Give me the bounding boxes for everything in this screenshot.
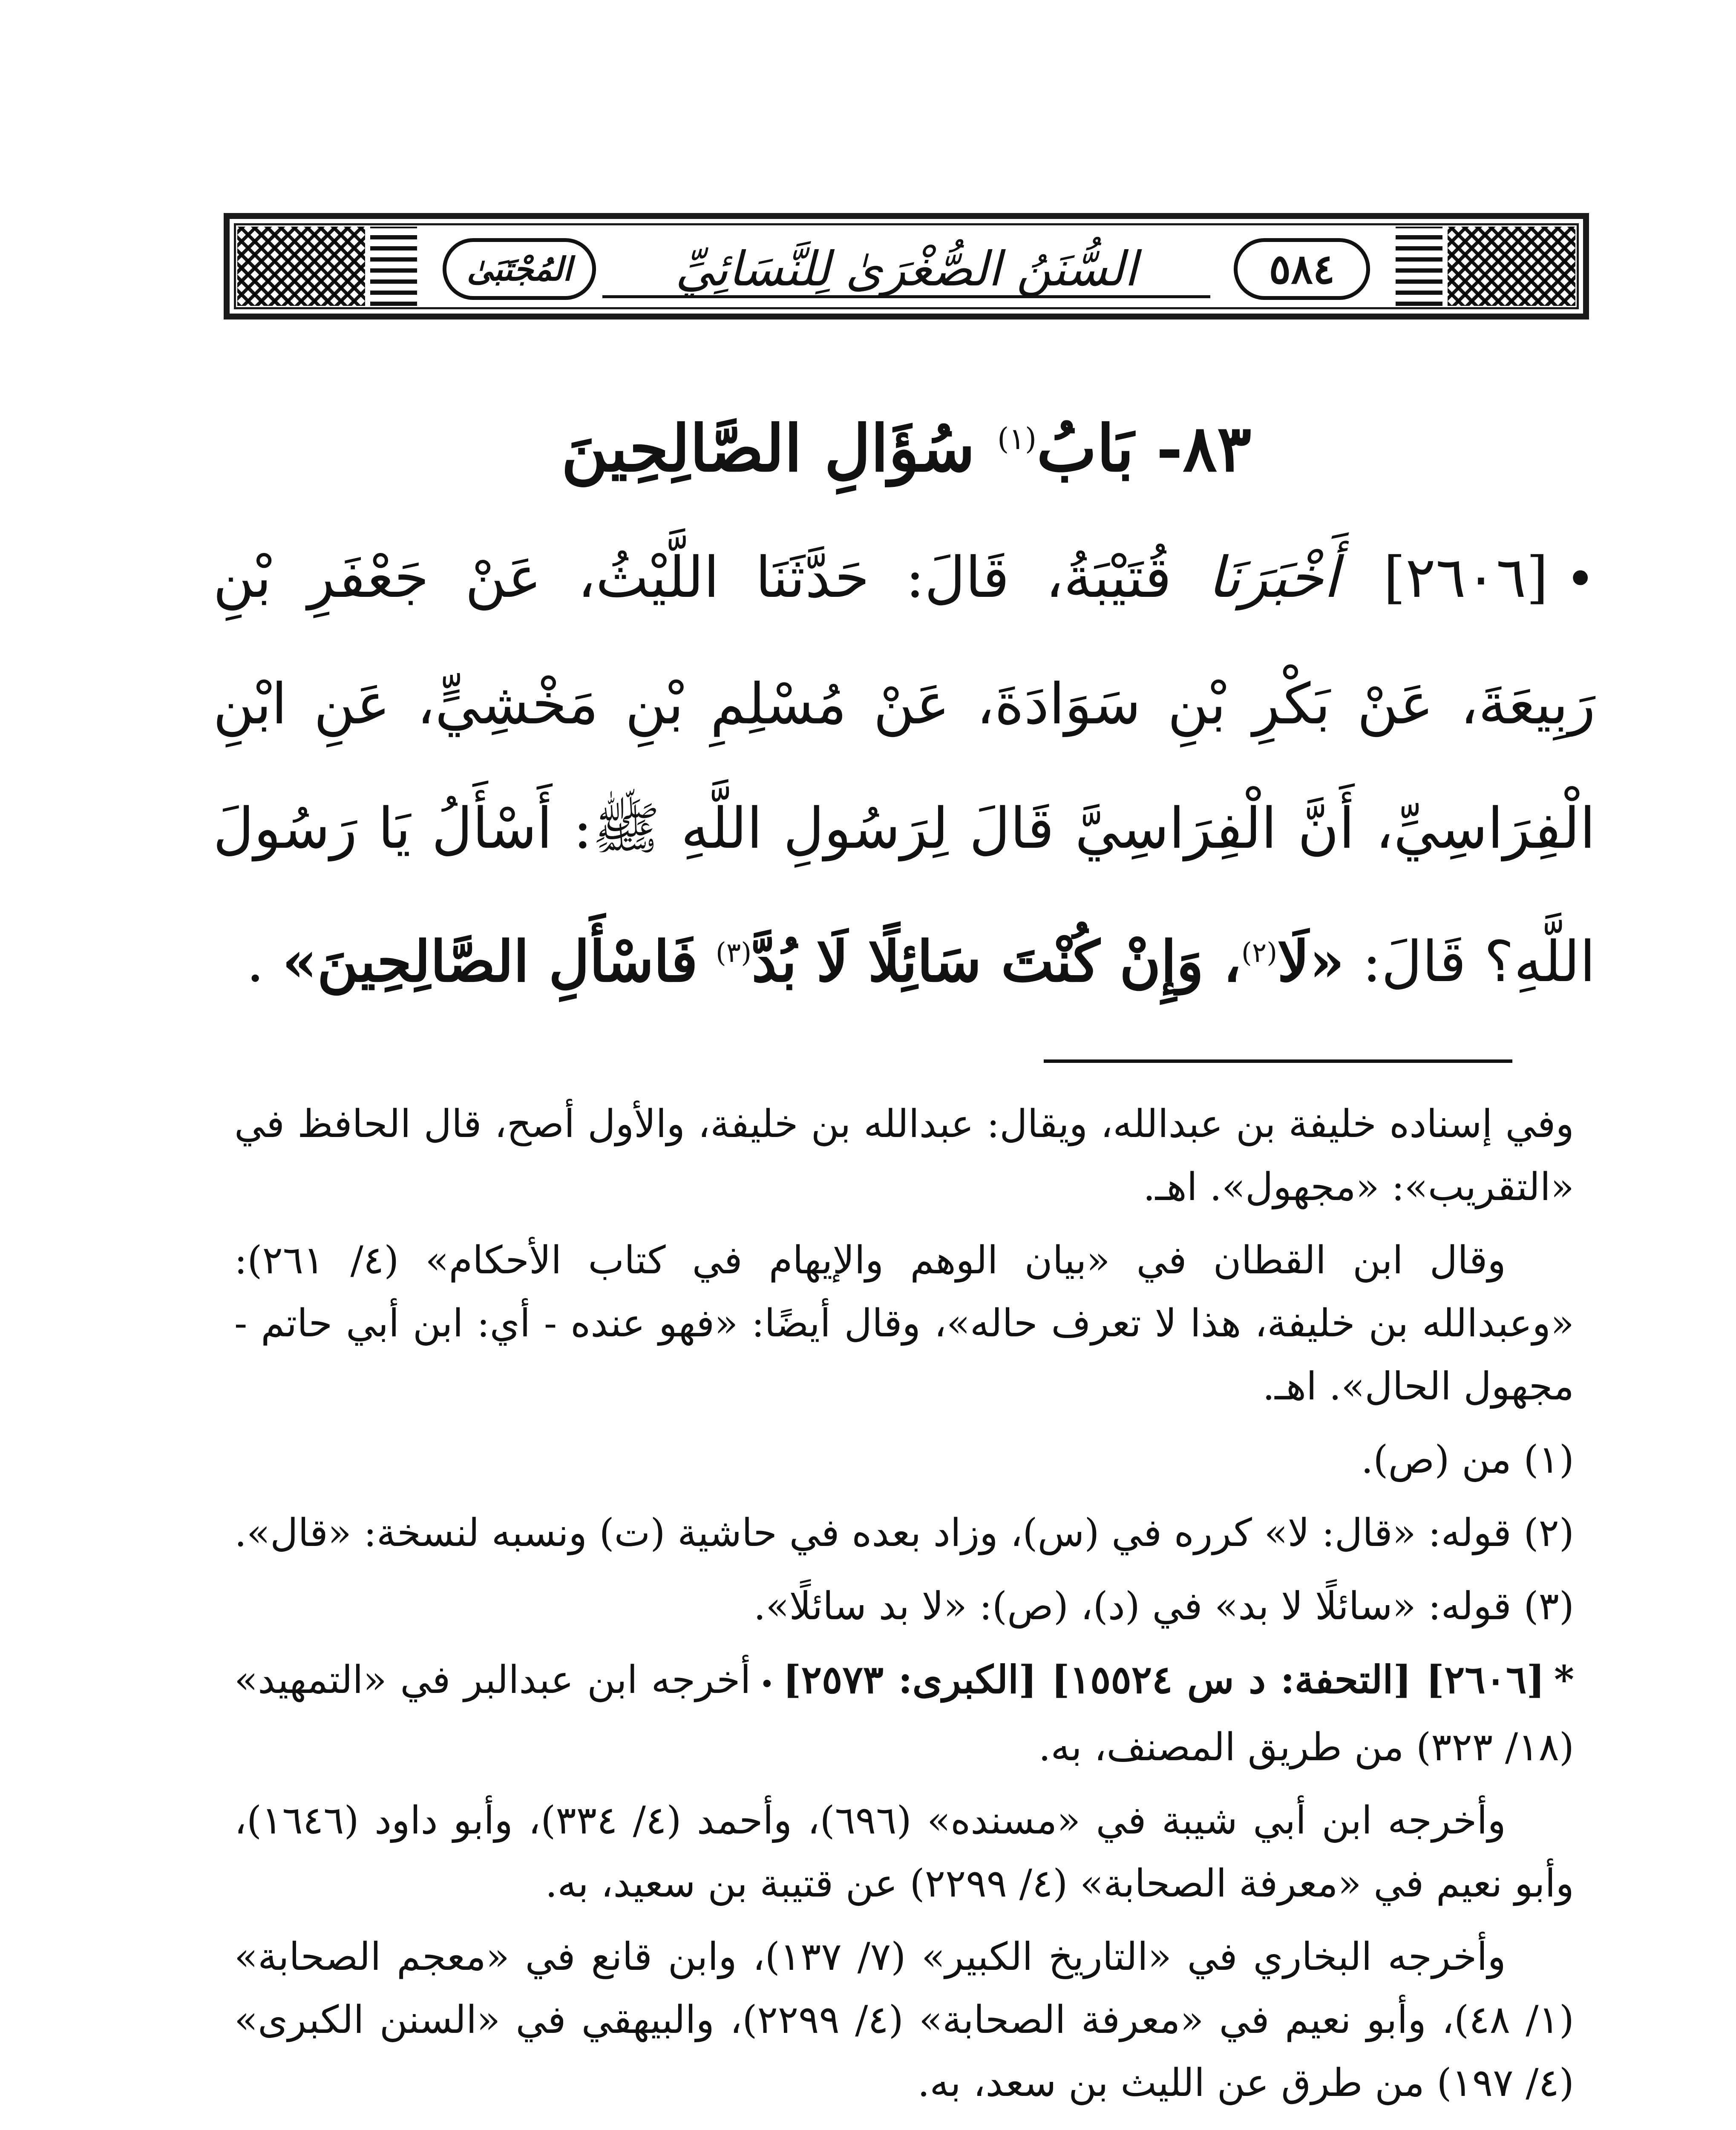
header-ornament-left (237, 227, 365, 306)
hadith-quote-end: فَاسْأَلِ الصَّالِحِينَ» (282, 929, 698, 995)
hadith-end-mark: . (246, 929, 265, 995)
takhrij-3: وأخرجه البخاري في «التاريخ الكبير» (٧/ ١٣٧)، وابن قانع في «معجم الصحابة» (١/ ٤٨)، وأبو نعيم في «معرفة الصحابة» (٤/ ٢٢٩٩)، والبيهقي في «السنن الكبرى» (٤/ ١٩٧) من طرق عن الليث بن سعد، به. (234, 1934, 1574, 2105)
takhrij-header: [٢٦٠٦] [التحفة: د س ١٥٥٢٤] [الكبرى: ٢٥٧٣] (783, 1657, 1545, 1702)
chapter-number: ٨٣- (1156, 411, 1252, 486)
hadith-footnote-ref-3: (٣) (715, 937, 752, 969)
book-badge: المُجْتَبَىٰ (443, 238, 596, 300)
header-ornament-inner-left (370, 227, 417, 306)
hadith-quote-mid: ، وَإِنْ كُنْتَ سَائِلًا لَا بُدَّ (751, 929, 1241, 995)
hadith-quote-open: «لَا (1277, 929, 1344, 995)
page-number: ٥٨٤ (1234, 238, 1370, 300)
footnote-continuation-1: وفي إسناده خليفة بن عبدالله، ويقال: عبدالله بن خليفة، والأول أصح، قال الحافظ في «التقريب»: «مجهول». اهـ. (234, 1102, 1574, 1209)
hadith-isnad: قُتَيْبَةُ، قَالَ: حَدَّثَنَا اللَّيْثُ، عَنْ جَعْفَرِ بْنِ رَبِيعَةَ، عَنْ بَكْرِ بْنِ سَوَادَةَ، عَنْ مُسْلِمِ بْنِ مَخْشِيٍّ، عَنِ ابْنِ الْفِرَاسِيِّ، أَنَّ الْفِرَاسِيَّ قَالَ لِرَسُولِ اللَّهِ ﷺ: أَسْأَلُ يَا رَسُولَ اللَّهِ؟ قَالَ: (213, 545, 1595, 995)
takhrij-1 (234, 1648, 1574, 1779)
takhrij-star-icon: * (1554, 1657, 1575, 1702)
takhrij-4 (234, 2125, 1574, 2130)
chapter-footnote-ref: (١) (997, 421, 1037, 456)
page-header-frame (224, 213, 1589, 320)
chapter-title: سُؤَالِ الصَّالِحِينَ (561, 411, 975, 486)
hadith-footnote-ref-2: (٢) (1241, 937, 1278, 969)
chapter-heading (224, 396, 1589, 486)
hadith-bullet: • (1565, 550, 1595, 609)
footnote-continuation-2: وقال ابن القطان في «بيان الوهم والإيهام في كتاب الأحكام» (٤/ ٢٦١): «وعبدالله بن خليفة، هذا لا تعرف حاله»، وقال أيضًا: «فهو عنده - أي: ابن أبي حاتم - مجهول الحال». اهـ. (234, 1238, 1574, 1409)
takhrij-2: وأخرجه ابن أبي شيبة في «مسنده» (٦٩٦)، وأحمد (٤/ ٣٣٤)، وأبو داود (١٦٤٦)، وأبو نعيم في «معرفة الصحابة» (٤/ ٢٢٩٩) عن قتيبة بن سعيد، به. (234, 1798, 1574, 1906)
header-ornament-inner-right (1396, 227, 1442, 306)
chapter-word: بَابُ (1036, 411, 1134, 486)
footnote-1: (١) من (ص). (1361, 1437, 1574, 1482)
header-underline (602, 295, 1210, 298)
footnote-3: (٣) قوله: «سائلًا لا بد» في (د)، (ص): «لا بد سائلًا». (753, 1584, 1574, 1629)
hadith-text (213, 515, 1595, 1024)
footnote-separator (1044, 1059, 1512, 1063)
takhrij-dot: • (759, 1669, 775, 1699)
book-title: السُّنَنُ الصُّغْرَىٰ لِلنَّسَائِيِّ (675, 241, 1137, 297)
hadith-number: [٢٦٠٦] (1383, 545, 1549, 610)
footnote-2: (٢) قوله: «قال: لا» كرره في (س)، وزاد بعده في حاشية (ت) ونسبه لنسخة: «قال». (234, 1511, 1574, 1555)
hadith-akhbarana: أَخْبَرَنَا (1207, 545, 1339, 610)
footnotes-section (234, 1093, 1574, 2130)
header-ornament-right (1448, 227, 1575, 306)
takhrij-1-text: أخرجه ابن عبدالبر في «التمهيد» (١٨/ ٣٢٣) من طريق المصنف، به. (234, 1658, 1574, 1770)
